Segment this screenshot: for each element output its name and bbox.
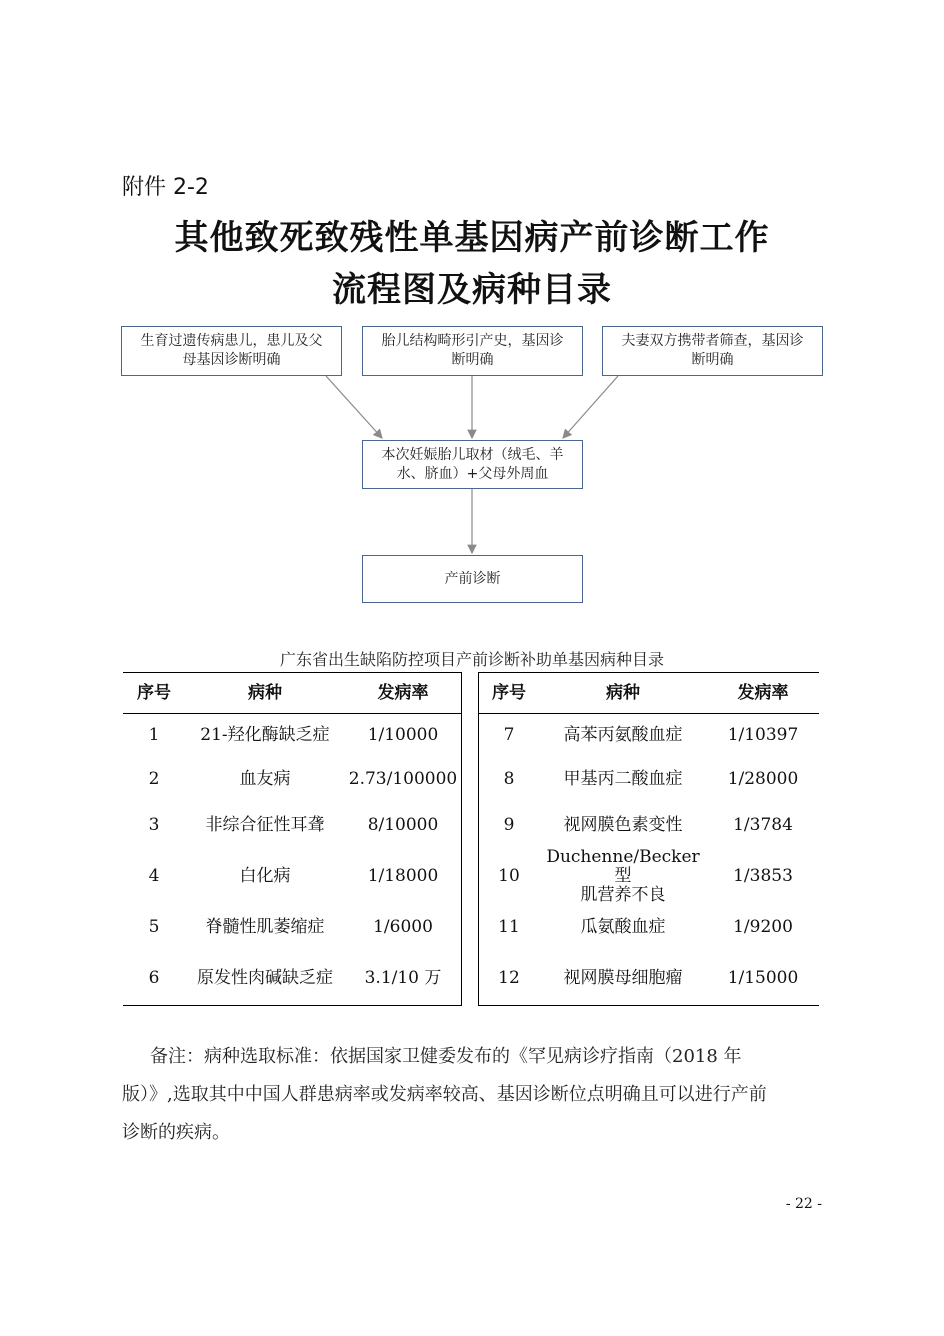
- incidence-rate: 1/6000: [373, 916, 433, 937]
- box-e-label: 产前诊断: [444, 570, 501, 587]
- header-disease: 病种: [606, 682, 640, 703]
- document-title-line-1: 其他致死致残性单基因病产前诊断工作: [174, 218, 770, 258]
- disease-name: 21-羟化酶缺乏症: [200, 725, 330, 745]
- note-paragraph: [122, 1038, 822, 1152]
- disease-name: 原发性肉碱缺乏症: [197, 968, 333, 988]
- incidence-rate: 1/9200: [733, 916, 793, 937]
- incidence-rate: 1/3784: [733, 814, 793, 835]
- note-line-1: 备注：病种选取标准：依据国家卫健委发布的《罕见病诊疗指南（2018 年: [150, 1046, 742, 1067]
- flowchart-box-sampling: [362, 440, 583, 489]
- row-number: 10: [498, 865, 520, 886]
- flowchart-box-carrier-screening: [602, 326, 823, 376]
- table-row: [123, 849, 461, 903]
- arrow-a-to-d: [326, 376, 382, 438]
- table-caption: 广东省出生缺陷防控项目产前诊断补助单基因病种目录: [279, 650, 664, 669]
- header-rate: 发病率: [737, 682, 789, 703]
- incidence-rate: 1/15000: [727, 968, 799, 988]
- disease-table-left: [123, 672, 461, 1006]
- table-row: [123, 951, 461, 1006]
- box-c-line-1: 夫妻双方携带者筛查，基因诊: [621, 333, 804, 349]
- row-number: 6: [148, 968, 160, 988]
- box-a-line-1: 生育过遗传病患儿，患儿及父: [140, 333, 323, 349]
- header-no: 序号: [137, 682, 171, 703]
- table-row: [479, 714, 819, 757]
- row-number: 7: [503, 725, 515, 745]
- row-number: 2: [148, 768, 160, 789]
- table-divider-left: [461, 672, 462, 1006]
- incidence-rate: 1/10397: [727, 725, 799, 745]
- disease-name: 视网膜母细胞瘤: [563, 968, 683, 988]
- header-rate: 发病率: [377, 682, 429, 703]
- disease-name: 白化病: [239, 865, 291, 886]
- arrow-c-to-d: [563, 376, 618, 438]
- row-number: 8: [503, 768, 515, 789]
- disease-name: 瓜氨酸血症: [580, 916, 666, 937]
- row-number: 3: [148, 814, 160, 835]
- disease-name: 非综合征性耳聋: [205, 814, 325, 835]
- table-row: [123, 757, 461, 801]
- incidence-rate: 1/3853: [733, 865, 793, 886]
- row-number: 1: [148, 725, 160, 745]
- box-d-line-1: 本次妊娠胎儿取材（绒毛、羊: [381, 446, 564, 463]
- incidence-rate: 1/10000: [367, 725, 439, 745]
- row-number: 11: [498, 916, 520, 937]
- box-b-line-1: 胎儿结构畸形引产史，基因诊: [381, 333, 564, 349]
- disease-name: 视网膜色素变性: [563, 814, 683, 835]
- box-d-line-2: 水、脐血）+父母外周血: [396, 465, 549, 482]
- disease-name: Duchenne/Becker 型 肌营养不良: [546, 846, 700, 905]
- flowchart-box-prenatal-diagnosis: [362, 555, 583, 603]
- table-row: [479, 951, 819, 1006]
- table-row: [479, 903, 819, 951]
- table-row: [479, 757, 819, 801]
- box-b-line-2: 断明确: [451, 352, 494, 368]
- header-no: 序号: [492, 682, 526, 703]
- box-a-line-2: 母基因诊断明确: [182, 352, 281, 368]
- box-c-line-2: 断明确: [691, 352, 734, 368]
- attachment-label: 附件 2-2: [122, 175, 209, 200]
- page-number: - 22 -: [785, 1196, 822, 1212]
- disease-table-right: [479, 672, 819, 1006]
- disease-name: 高苯丙氨酸血症: [563, 725, 683, 745]
- table-row: [479, 846, 819, 905]
- row-number: 4: [148, 865, 160, 886]
- disease-name: 脊髓性肌萎缩症: [205, 916, 325, 937]
- document-title-line-2: 流程图及病种目录: [332, 270, 612, 310]
- table-header-right: [479, 673, 819, 714]
- flowchart-box-affected-child-history: [121, 326, 342, 376]
- table-row: [123, 714, 461, 757]
- incidence-rate: 2.73/100000: [348, 768, 458, 789]
- disease-name: 血友病: [239, 768, 291, 789]
- disease-name: 甲基丙二酸血症: [563, 768, 683, 789]
- note-line-3: 诊断的疾病。: [122, 1122, 230, 1143]
- row-number: 5: [148, 916, 160, 937]
- note-line-2: 版）》,选取其中中国人群患病率或发病率较高、基因诊断位点明确且可以进行产前: [122, 1084, 767, 1105]
- header-disease: 病种: [248, 682, 282, 703]
- flowchart-box-fetal-malformation-history: [362, 326, 583, 376]
- table-header-left: [123, 673, 461, 714]
- table-row: [123, 903, 461, 951]
- incidence-rate: 3.1/10 万: [364, 968, 442, 988]
- row-number: 12: [498, 968, 520, 988]
- incidence-rate: 1/18000: [367, 865, 439, 886]
- incidence-rate: 8/10000: [367, 814, 439, 835]
- incidence-rate: 1/28000: [727, 768, 799, 789]
- table-row: [479, 801, 819, 849]
- row-number: 9: [503, 814, 515, 835]
- table-row: [123, 801, 461, 849]
